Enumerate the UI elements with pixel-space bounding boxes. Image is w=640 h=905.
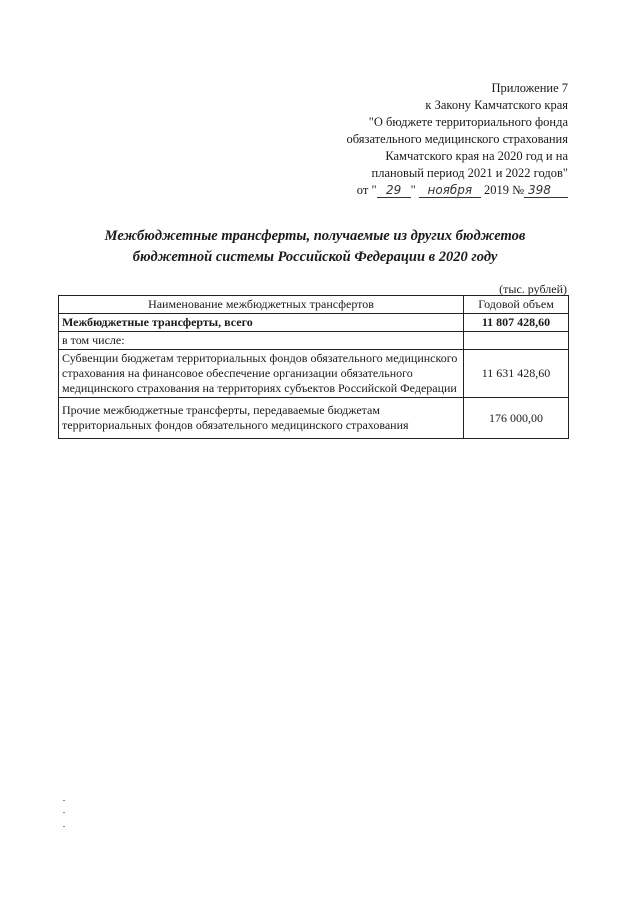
appendix-line: плановый период 2021 и 2022 годов" xyxy=(371,166,568,180)
units-label: (тыс. рублей) xyxy=(499,282,567,296)
appendix-block xyxy=(268,80,568,199)
total-value: 11 807 428,60 xyxy=(464,314,569,332)
table-row xyxy=(59,398,569,439)
scan-mark xyxy=(63,826,65,827)
title-line-2: бюджетной системы Российской Федерации в 2020 году xyxy=(132,249,498,265)
title-line-1: Межбюджетные трансферты, получаемые из других бюджетов xyxy=(104,228,526,244)
appendix-line: обязательного медицинского страхования xyxy=(346,132,568,146)
scan-mark xyxy=(63,812,65,813)
including-label: в том числе: xyxy=(59,332,464,350)
row-name: Прочие межбюджетные трансферты, передаваемые бюджетам территориальных фондов обязательного медицинского страхования xyxy=(59,398,464,439)
appendix-line: "О бюджете территориального фонда xyxy=(368,115,568,129)
number-sign: № xyxy=(512,183,524,197)
appendix-line: Приложение 7 xyxy=(491,81,568,95)
table-header-row xyxy=(59,296,569,314)
handwritten-number: 398 xyxy=(524,184,568,198)
law-date-line: от " 29 " ноября 2019 № 398 xyxy=(268,182,568,199)
row-value: 11 631 428,60 xyxy=(464,350,569,398)
date-prefix: от xyxy=(356,183,369,197)
total-name: Межбюджетные трансферты, всего xyxy=(59,314,464,332)
table-row-total xyxy=(59,314,569,332)
table-row xyxy=(59,350,569,398)
law-year: 2019 xyxy=(483,183,509,197)
appendix-line: к Закону Камчатского края xyxy=(425,98,568,112)
handwritten-month: ноября xyxy=(419,184,481,198)
header-volume: Годовой объем xyxy=(464,296,569,314)
row-value: 176 000,00 xyxy=(464,398,569,439)
handwritten-day: 29 xyxy=(377,184,411,198)
scan-mark xyxy=(63,800,65,801)
transfers-table xyxy=(58,295,569,439)
header-name: Наименование межбюджетных трансфертов xyxy=(59,296,464,314)
table-row-including xyxy=(59,332,569,350)
document-title xyxy=(60,226,570,268)
including-empty xyxy=(464,332,569,350)
appendix-line: Камчатского края на 2020 год и на xyxy=(385,149,568,163)
row-name: Субвенции бюджетам территориальных фондов обязательного медицинского страхования на финансовое обеспечение организации обязательного медицинского страхования на территориях субъектов Российской Федерации xyxy=(59,350,464,398)
